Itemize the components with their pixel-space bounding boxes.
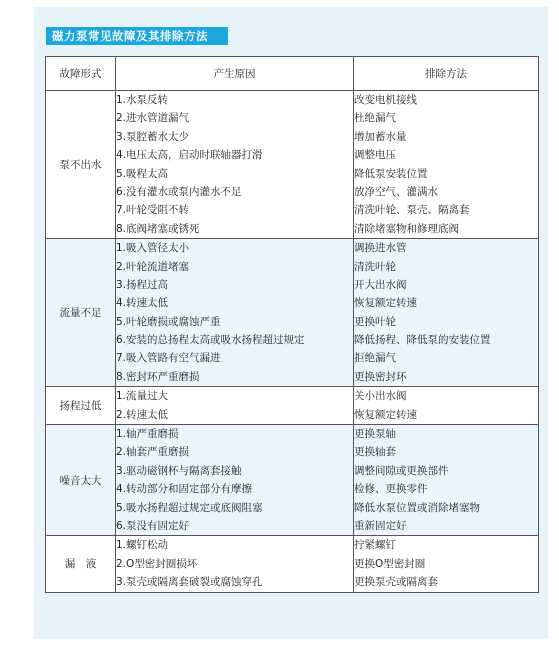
remedy-cell xyxy=(354,387,539,425)
remedy-item: 开大出水阀 xyxy=(354,278,407,291)
remedy-item: 更换密封环 xyxy=(354,370,407,383)
remedy-item: 更换泵轴 xyxy=(354,428,396,441)
cause-item: 1.螺钉松动 xyxy=(116,539,169,552)
cause-item: 4.转速太低 xyxy=(116,297,169,310)
cause-item: 5.吸程太高 xyxy=(116,167,169,180)
remedy-cell xyxy=(354,91,539,239)
remedy-item: 更换轴套 xyxy=(354,446,396,459)
cause-item: 1.轴严重磨损 xyxy=(116,428,179,441)
remedy-item: 更换O型密封圈 xyxy=(354,557,426,570)
remedy-item: 杜绝漏气 xyxy=(354,112,396,125)
remedy-item: 关小出水阀 xyxy=(354,390,407,403)
remedy-item: 调整间隙或更换部件 xyxy=(354,464,449,477)
remedy-item: 恢复额定转速 xyxy=(354,297,417,310)
remedy-cell xyxy=(354,239,539,387)
cause-item: 3.驱动磁钢杯与隔离套接触 xyxy=(116,464,242,477)
remedy-item: 重新固定好 xyxy=(354,519,407,532)
cause-item: 1.流量过大 xyxy=(116,390,169,403)
remedy-item: 更换叶轮 xyxy=(354,315,396,328)
cause-item: 8.密封环严重磨损 xyxy=(116,370,200,383)
table-row xyxy=(46,239,539,387)
remedy-item: 降低泵安装位置 xyxy=(354,167,428,180)
remedy-cell xyxy=(354,536,539,592)
header-row xyxy=(46,57,539,91)
remedy-item: 降低水泵位置或消除堵塞物 xyxy=(354,501,480,514)
remedy-item: 增加蓄水量 xyxy=(354,130,407,143)
cause-item: 7.叶轮受阻不转 xyxy=(116,204,190,217)
table-body xyxy=(46,91,539,593)
remedy-item: 降低扬程、降低泵的安装位置 xyxy=(354,334,491,347)
remedy-item: 清除堵塞物和修理底阀 xyxy=(354,222,459,235)
remedy-item: 更换泵壳或隔离套 xyxy=(354,576,438,589)
table-row xyxy=(46,536,539,592)
cause-cell xyxy=(116,91,354,239)
remedy-item: 清洗叶轮 xyxy=(354,260,396,273)
remedy-cell xyxy=(354,425,539,536)
cause-item: 1.吸入管径太小 xyxy=(116,242,190,255)
cause-item: 6.泵没有固定好 xyxy=(116,519,190,532)
cause-item: 8.底阀堵塞或锈死 xyxy=(116,222,200,235)
cause-item: 2.进水管道漏气 xyxy=(116,112,190,125)
cause-cell xyxy=(116,387,354,425)
header-remedy: 排除方法 xyxy=(354,57,539,91)
cause-item: 3.泵壳或隔离套破裂或腐蚀穿孔 xyxy=(116,576,263,589)
remedy-item: 检修、更换零件 xyxy=(354,483,428,496)
remedy-item: 清洗叶轮、泵壳、隔离套 xyxy=(354,204,470,217)
cause-cell xyxy=(116,239,354,387)
cause-item: 4.转动部分和固定部分有摩擦 xyxy=(116,483,253,496)
cause-cell xyxy=(116,536,354,592)
cause-item: 2.轴套严重磨损 xyxy=(116,446,190,459)
remedy-item: 改变电机接线 xyxy=(354,94,417,106)
header-cause: 产生原因 xyxy=(116,57,354,91)
symptom-cell: 漏 液 xyxy=(46,536,116,592)
cause-item: 3.扬程过高 xyxy=(116,278,169,291)
remedy-item: 拧紧螺钉 xyxy=(354,539,396,552)
cause-item: 2.叶轮流道堵塞 xyxy=(116,260,190,273)
symptom-cell: 噪音太大 xyxy=(46,425,116,536)
cause-item: 5.吸水扬程超过规定或底阀阻塞 xyxy=(116,501,263,514)
remedy-item: 拒绝漏气 xyxy=(354,352,396,365)
remedy-item: 调整电压 xyxy=(354,149,396,162)
fault-table xyxy=(45,56,539,593)
cause-item: 1.水泵反转 xyxy=(116,94,169,106)
cause-item: 3.泵腔蓄水太少 xyxy=(116,130,190,143)
remedy-item: 恢复额定转速 xyxy=(354,408,417,421)
cause-item: 4.电压太高，启动时联轴器打滑 xyxy=(116,149,263,162)
table-row xyxy=(46,91,539,239)
cause-item: 5.叶轮磨损或腐蚀严重 xyxy=(116,315,221,328)
symptom-cell: 扬程过低 xyxy=(46,387,116,425)
cause-item: 7.吸入管路有空气漏进 xyxy=(116,352,221,365)
header-symptom: 故障形式 xyxy=(46,57,116,91)
cause-cell xyxy=(116,425,354,536)
remedy-item: 放净空气、灌满水 xyxy=(354,185,438,198)
table-title: 磁力泵常见故障及其排除方法 xyxy=(46,27,228,45)
cause-item: 2.转速太低 xyxy=(116,408,169,421)
table-row xyxy=(46,387,539,425)
cause-item: 6.没有灌水或泵内灌水不足 xyxy=(116,185,242,198)
symptom-cell: 泵不出水 xyxy=(46,91,116,239)
cause-item: 6.安装的总扬程太高或吸水扬程超过规定 xyxy=(116,334,305,347)
cause-item: 2.O型密封圈损坏 xyxy=(116,557,198,570)
remedy-item: 调换进水管 xyxy=(354,242,407,255)
symptom-cell: 流量不足 xyxy=(46,239,116,387)
table-row xyxy=(46,425,539,536)
